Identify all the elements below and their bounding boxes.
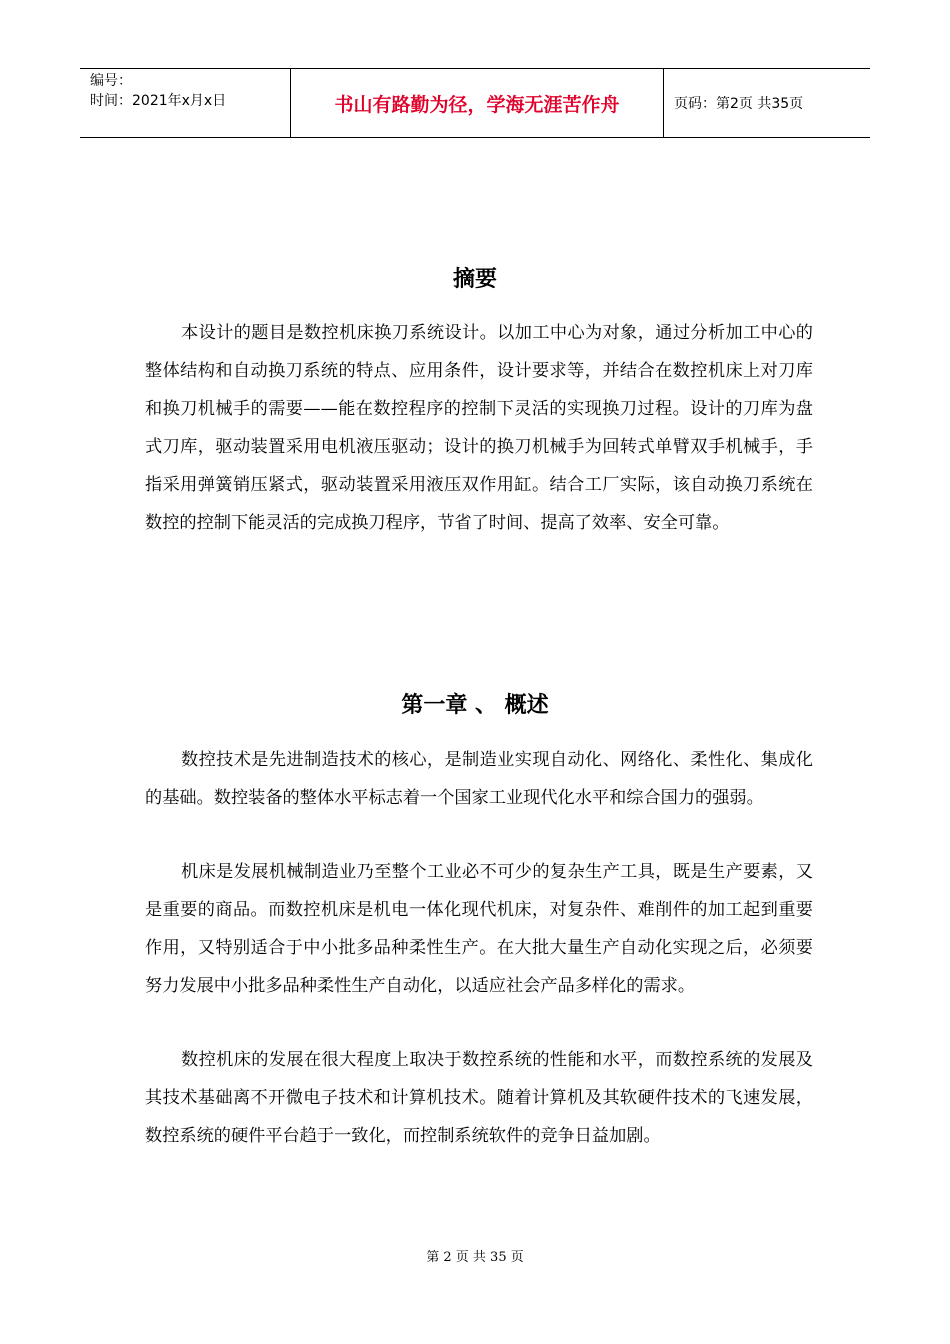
chapter1-paragraph-1: 数控技术是先进制造技术的核心，是制造业实现自动化、网络化、柔性化、集成化的基础。数控装备的整体水平标志着一个国家工业现代化水平和综合国力的强弱。 xyxy=(145,750,813,808)
header-table xyxy=(80,68,870,138)
document-number-label: 编号： xyxy=(90,73,132,89)
abstract-title: 摘要 xyxy=(452,267,497,292)
header-motto-cell xyxy=(291,69,664,137)
header-page-info: 页码：第2页 共35页 xyxy=(674,96,804,112)
abstract-paragraph: 本设计的题目是数控机床换刀系统设计。以加工中心为对象，通过分析加工中心的整体结构和自动换刀系统的特点、应用条件，设计要求等，并结合在数控机床上对刀库和换刀机械手的需要——能在数控程序的控制下灵活的实现换刀过程。设计的刀库为盘式刀库，驱动装置采用电机液压驱动；设计的换刀机械手为回转式单臂双手机械手，手指采用弹簧销压紧式，驱动装置采用液压双作用缸。结合工厂实际，该自动换刀系统在数控的控制下能灵活的完成换刀程序，节省了时间、提高了效率、安全可靠。 xyxy=(145,323,813,533)
header-motto: 书山有路勤为径，学海无涯苦作舟 xyxy=(334,93,620,116)
chapter1-title: 第一章 、 概述 xyxy=(401,693,549,718)
chapter1-paragraph-2: 机床是发展机械制造业乃至整个工业必不可少的复杂生产工具，既是生产要素，又是重要的商品。而数控机床是机电一体化现代机床，对复杂件、难削件的加工起到重要作用，又特别适合于中小批多品种柔性生产。在大批大量生产自动化实现之后，必须要努力发展中小批多品种柔性生产自动化，以适应社会产品多样化的需求。 xyxy=(145,862,813,996)
chapter1-paragraph-3: 数控机床的发展在很大程度上取决于数控系统的性能和水平，而数控系统的发展及其技术基础离不开微电子技术和计算机技术。随着计算机及其软硬件技术的飞速发展，数控系统的硬件平台趋于一致化，而控制系统软件的竞争日益加剧。 xyxy=(145,1050,813,1146)
page-footer: 第 2 页 共 35 页 xyxy=(426,1250,524,1265)
header-page-cell xyxy=(664,69,870,137)
document-date: 时间：2021年x月x日 xyxy=(90,93,227,109)
header-left-cell xyxy=(80,69,291,137)
